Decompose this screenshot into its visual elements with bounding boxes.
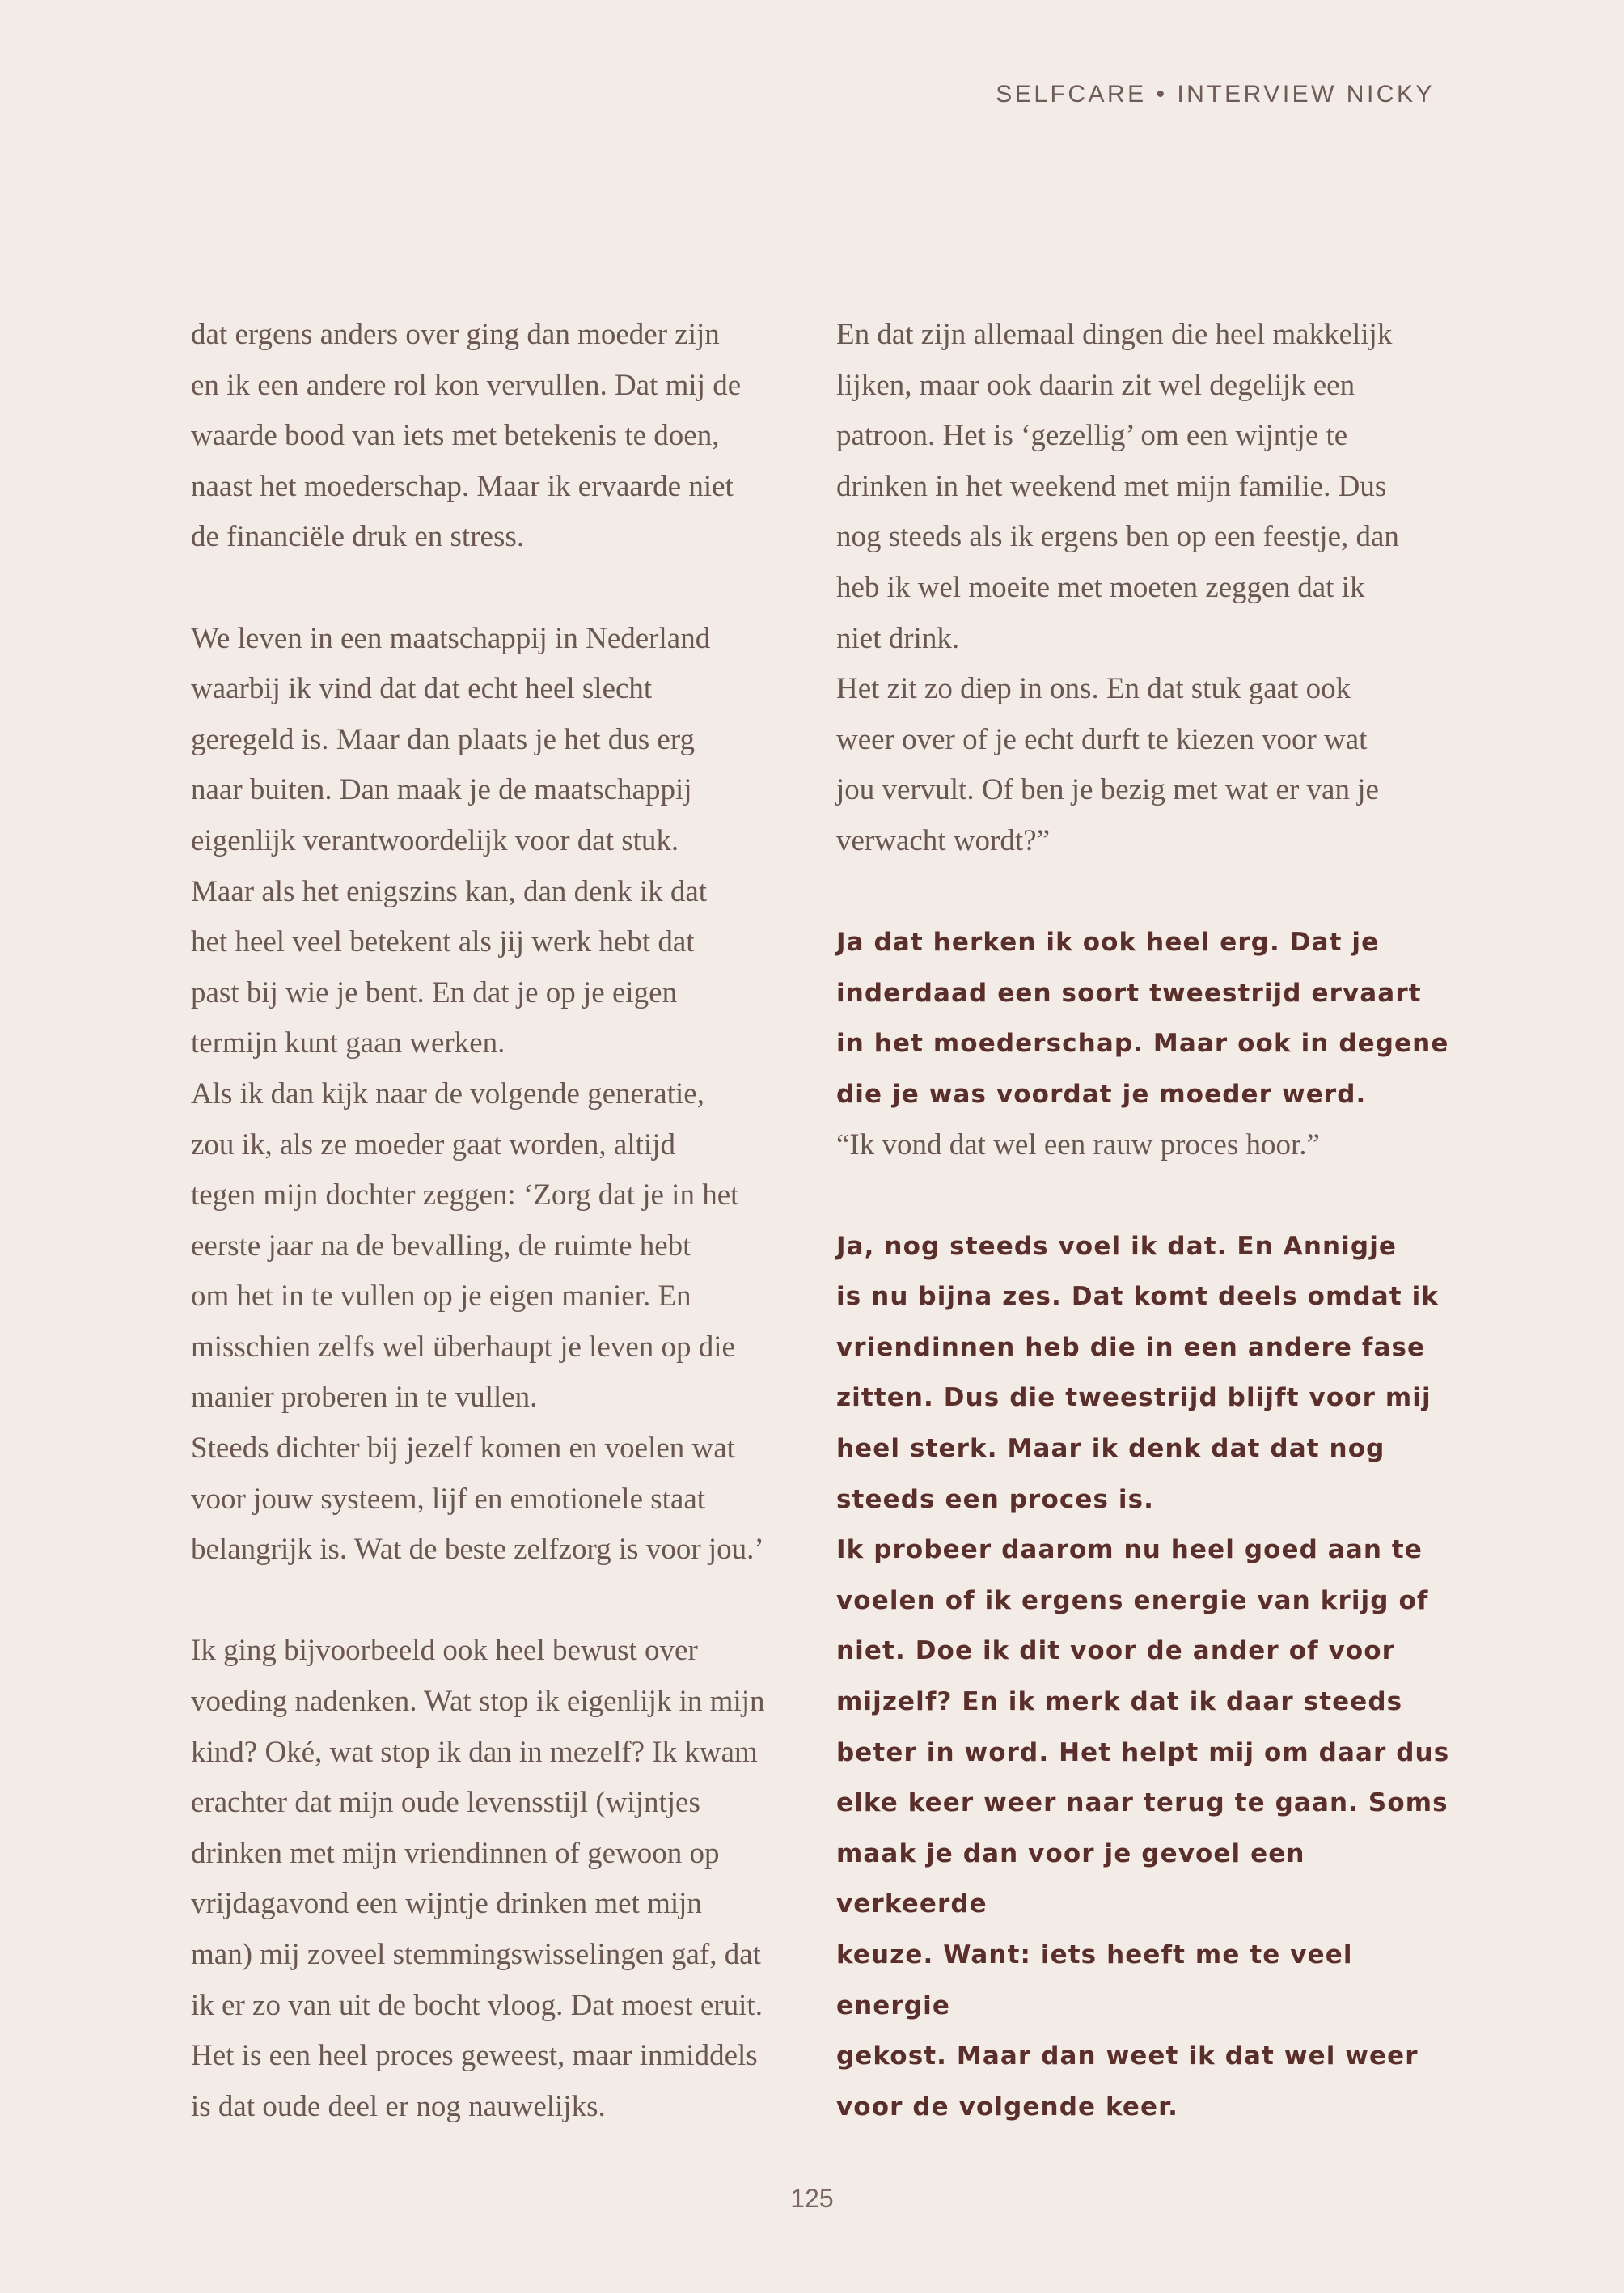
- paragraph-gap: [836, 1170, 1459, 1221]
- paragraph-gap: [191, 563, 814, 614]
- interviewer-question-1: Ja dat herken ik ook heel erg. Dat je inderdaad een soort tweestrijd ervaart in het moederschap. Maar ook in degene die je was voordat je moeder werd.: [836, 928, 1449, 1109]
- interviewee-answer-1: “Ik vond dat wel een rauw proces hoor.”: [836, 1127, 1320, 1161]
- running-header: SELFCARE • INTERVIEW NICKY: [996, 81, 1435, 108]
- page-number: 125: [790, 2184, 834, 2213]
- interviewer-question-2: Ja, nog steeds voel ik dat. En Annigje is nu bijna zes. Dat komt deels omdat ik vriendinnen heb die in een andere fase zitten. Dus die tweestrijd blijft voor mij heel sterk. Maar ik denk dat dat nog steeds een proces is. Ik probeer daarom nu heel goed aan te voelen of ik ergens energie van krijg of niet. Doe ik dit voor de ander of voor mijzelf? En ik merk dat ik daar steeds beter in word. Het helpt mij om daar dus elke keer weer naar terug te gaan. Soms maak je dan voor je gevoel een verkeerde keuze. Want: iets heeft me te veel energie gekost. Maar dan weet ik dat wel weer voor de volgende keer.: [836, 1231, 1450, 2122]
- left-paragraph-1: dat ergens anders over ging dan moeder zijn en ik een andere rol kon vervullen. Dat mij de waarde bood van iets met betekenis te doen, naast het moederschap. Maar ik ervaarde niet de financiële druk en stress.: [191, 318, 742, 554]
- paragraph-gap: [191, 1576, 814, 1627]
- right-paragraph-1: En dat zijn allemaal dingen die heel makkelijk lijken, maar ook daarin zit wel degelijk een patroon. Het is ‘gezellig’ om een wijntje te drinken in het weekend met mijn familie. Dus nog steeds als ik ergens ben op een feestje, dan heb ik wel moeite met moeten zeggen dat ik niet drink. Het zit zo diep in ons. En dat stuk gaat ook weer over of je echt durft te kiezen voor wat jou vervult. Of ben je bezig met wat er van je verwacht wordt?”: [836, 318, 1399, 857]
- paragraph-gap: [836, 867, 1459, 918]
- left-paragraph-3: Ik ging bijvoorbeeld ook heel bewust over voeding nadenken. Wat stop ik eigenlijk in mijn kind? Oké, wat stop ik dan in mezelf? Ik kwam erachter dat mijn oude levensstijl (wijntjes drinken met mijn vriendinnen of gewoon op vrijdagavond een wijntje drinken met mijn man) mij zoveel stemmingswisselingen gaf, dat ik er zo van uit de bocht vloog. Dat moest eruit. Het is een heel proces geweest, maar inmiddels is dat oude deel er nog nauwelijks.: [191, 1634, 765, 2123]
- left-column: [191, 310, 814, 2132]
- right-column: [836, 310, 1459, 2132]
- left-paragraph-2: We leven in een maatschappij in Nederland waarbij ik vind dat dat echt heel slecht geregeld is. Maar dan plaats je het dus erg naar buiten. Dan maak je de maatschappij eigenlijk verantwoordelijk voor dat stuk. Maar als het enigszins kan, dan denk ik dat het heel veel betekent als jij werk hebt dat past bij wie je bent. En dat je op je eigen termijn kunt gaan werken. Als ik dan kijk naar de volgende generatie, zou ik, als ze moeder gaat worden, altijd tegen mijn dochter zeggen: ‘Zorg dat je in het eerste jaar na de bevalling, de ruimte hebt om het in te vullen op je eigen manier. En misschien zelfs wel überhaupt je leven op die manier proberen in te vullen. Steeds dichter bij jezelf komen en voelen wat voor jouw systeem, lijf en emotionele staat belangrijk is. Wat de beste zelfzorg is voor jou.’: [191, 621, 764, 1567]
